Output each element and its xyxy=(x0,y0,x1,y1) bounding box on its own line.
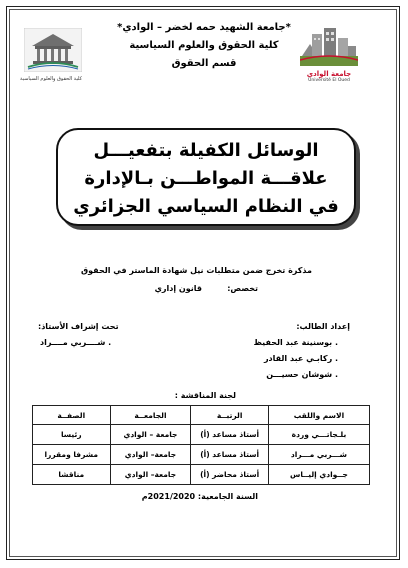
academic-year: السنة الجامعية: 2021/2020م xyxy=(141,492,258,501)
specialty-label: تخصص: xyxy=(227,284,258,293)
member-rank: أستاذ محاضر (أ) xyxy=(191,465,269,485)
member-name: شـــربي مـــراد xyxy=(268,445,369,465)
member-rank: أستاذ مساعد (أ) xyxy=(191,445,269,465)
col-header-role: الصفــة xyxy=(33,406,111,425)
table-row xyxy=(33,465,370,485)
faculty-emblem-icon xyxy=(24,28,82,72)
member-name: بلـجاتـــي وردة xyxy=(268,425,369,445)
faculty-logo-arabic: كلية الحقوق والعلوم السياسية xyxy=(20,76,82,82)
member-university: جامعة– الوادي xyxy=(110,465,191,485)
member-name: جــوادي إليــاس xyxy=(268,465,369,485)
university-logo xyxy=(300,26,358,83)
supervisor-name: . شــــربي مــــراد xyxy=(40,338,112,347)
department-name: قسم الحقوق xyxy=(171,58,237,69)
faculty-logo xyxy=(20,28,82,82)
thesis-title-line-2: علاقـــة المواطـــن بـالإدارة xyxy=(84,168,328,189)
member-role: رئيسا xyxy=(33,425,111,445)
university-logo-latin: Université El Oued xyxy=(308,78,350,83)
thesis-title-line-3: في النظام السياسي الجزائري xyxy=(73,196,339,217)
thesis-title-line-1: الوسائل الكفيلة بتفعيـــل xyxy=(93,140,319,161)
col-header-rank: الرتبــة xyxy=(191,406,269,425)
student-name-2: . ركابـي عبد القادر xyxy=(263,354,338,363)
thesis-title-box xyxy=(56,128,356,226)
committee-header-row xyxy=(33,406,370,425)
supervisor-label: تحت إشراف الأستاذ: xyxy=(38,322,119,331)
member-university: جامعة– الوادي xyxy=(110,445,191,465)
university-name: *جامعة الشهيد حمه لخضر – الوادي* xyxy=(117,22,291,33)
member-university: جامعة – الوادي xyxy=(110,425,191,445)
col-header-university: الجامعــة xyxy=(110,406,191,425)
student-name-3: . شوشان حسيـــن xyxy=(266,370,338,379)
university-buildings-icon xyxy=(300,26,358,66)
member-role: مشرفا ومقررا xyxy=(33,445,111,465)
col-header-name: الاسم واللقب xyxy=(268,406,369,425)
university-logo-arabic: جامعة الوادي xyxy=(306,70,352,78)
table-row xyxy=(33,445,370,465)
thesis-purpose: مذكرة تخرج ضمن متطلبات نيل شهادة الماستر في الحقوق xyxy=(81,266,312,275)
students-label: إعداد الطالب: xyxy=(296,322,350,331)
student-name-1: . بوسنينة عبد الحفيظ xyxy=(253,338,338,347)
table-row xyxy=(33,425,370,445)
committee-table xyxy=(32,405,370,485)
member-rank: أستاذ مساعد (أ) xyxy=(191,425,269,445)
member-role: مناقشا xyxy=(33,465,111,485)
committee-title: لجنة المناقشة : xyxy=(174,391,236,400)
faculty-name: كلية الحقوق والعلوم السياسية xyxy=(129,40,279,51)
specialty-value: قانون إداري xyxy=(154,284,202,293)
